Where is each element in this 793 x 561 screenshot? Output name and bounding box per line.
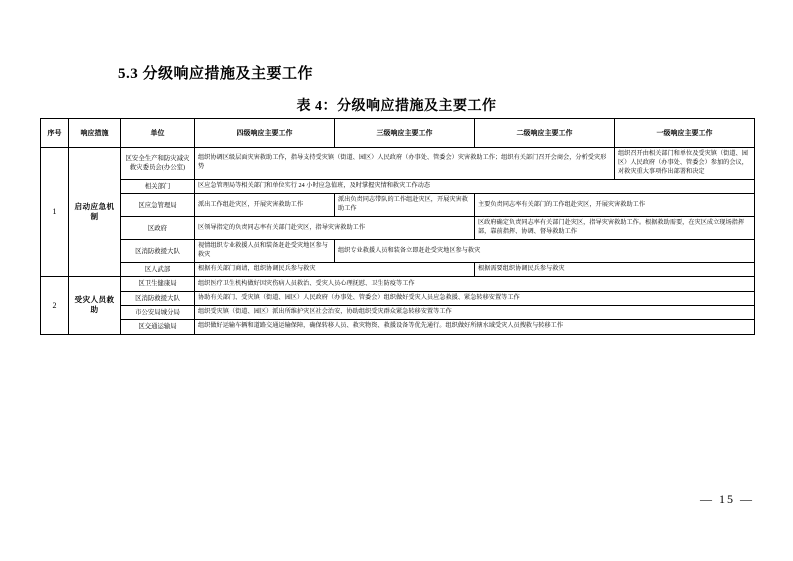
- task-all-levels: 组织做好运输车辆和道路交通运输保障，确保转移人员、救灾物资、救援设备等优先通行。组织做好所辖水域受灾人员搜救与转移工作: [195, 320, 755, 334]
- table-row: [41, 320, 755, 334]
- task-level4: 派出工作组赴灾区，开展灾害救助工作: [195, 194, 335, 217]
- row-unit: 区卫生健康局: [121, 277, 195, 291]
- task-all-levels: 协助有关部门、受灾镇（街道、园区）人民政府（办事处、管委会）组织做好受灾人员应急救援、紧急转移安置等工作: [195, 291, 755, 305]
- row-unit: 区交通运输局: [121, 320, 195, 334]
- row-unit: 区安全生产和防灾减灾救灾委员会(办公室): [121, 148, 195, 180]
- response-measures-table: [40, 118, 755, 335]
- row-stage: [69, 277, 121, 334]
- page-number: — 15 —: [700, 492, 754, 506]
- task-level3: 派出负责同志带队的工作组赴灾区，开展灾害救助工作: [335, 194, 475, 217]
- row-unit: 区消防救援大队: [121, 240, 195, 263]
- th-level1: 一级响应主要工作: [615, 119, 755, 148]
- th-level4: 四级响应主要工作: [195, 119, 335, 148]
- table-row: [41, 240, 755, 263]
- row-seq: 1: [41, 148, 69, 277]
- task-level1: 组织召开由相关部门和单位及受灾镇（街道、园区）人民政府（办事处、管委会）参加的会议，对救灾重大事项作出部署和决定: [615, 148, 755, 180]
- row-unit: 区消防救援大队: [121, 291, 195, 305]
- table-row: [41, 291, 755, 305]
- row-seq: 2: [41, 277, 69, 334]
- task-level2: 区政府确定负责同志率有关部门赴灾区，指导灾害救助工作。根据救助需要，在灾区成立现场指挥部，靠前指挥、协调、督导救助工作: [475, 217, 755, 240]
- table-row: [41, 148, 755, 180]
- table-row: [41, 277, 755, 291]
- table-title: 表 4：分级响应措施及主要工作: [296, 99, 497, 114]
- table-row: [41, 305, 755, 319]
- table-row: [41, 217, 755, 240]
- th-level2: 二级响应主要工作: [475, 119, 615, 148]
- task-level2: 主要负责同志率有关部门的工作组赴灾区，开展灾害救助工作: [475, 194, 755, 217]
- task-level4: 组织协调区级层面灾害救助工作，指导支持受灾镇（街道、园区）人民政府（办事处、管委会）灾害救助工作；组织有关部门召开会商会，分析受灾形势: [195, 148, 615, 180]
- table-row: [41, 194, 755, 217]
- task-all-levels: 组织医疗卫生机构做好因灾伤病人员救治、受灾人员心理抚慰、卫生防疫等工作: [195, 277, 755, 291]
- task-all-levels: 组织受灾镇（街道、园区）派出所维护灾区社会治安，协助组织受灾群众紧急转移安置等工作: [195, 305, 755, 319]
- section-heading: 5.3 分级响应措施及主要工作: [118, 66, 314, 82]
- row-unit: 区应急管理局: [121, 194, 195, 217]
- th-unit: 单位: [121, 119, 195, 148]
- table-header-row: [41, 119, 755, 148]
- stage-label: 启动应急机制: [74, 201, 115, 222]
- table-row: [41, 263, 755, 277]
- th-level3: 三级响应主要工作: [335, 119, 475, 148]
- row-unit: 区政府: [121, 217, 195, 240]
- th-measure: 响应措施: [69, 119, 121, 148]
- table-row: [41, 179, 755, 193]
- row-unit: 相关部门: [121, 179, 195, 193]
- task-level4: 区领导指定的负责同志率有关部门赴灾区，指导灾害救助工作: [195, 217, 475, 240]
- task-level4: 视情组织专业救援人员和装备赶赴受灾地区参与救灾: [195, 240, 335, 263]
- task-all-levels: 区应急管理局等相关部门和单位实行 24 小时应急值班，及时掌握灾情和救灾工作动态: [195, 179, 755, 193]
- row-stage: [69, 148, 121, 277]
- th-seq: 序号: [41, 119, 69, 148]
- row-unit: 区人武部: [121, 263, 195, 277]
- stage-label: 受灾人员救助: [74, 295, 115, 315]
- task-level3: 组织专业救援人员和装备立即赶赴受灾地区参与救灾: [335, 240, 755, 263]
- task-level2: 根据需要组织协调民兵参与救灾: [475, 263, 755, 277]
- row-unit: 市公安局城分局: [121, 305, 195, 319]
- task-level4: 根据有关部门商请，组织协调民兵参与救灾: [195, 263, 475, 277]
